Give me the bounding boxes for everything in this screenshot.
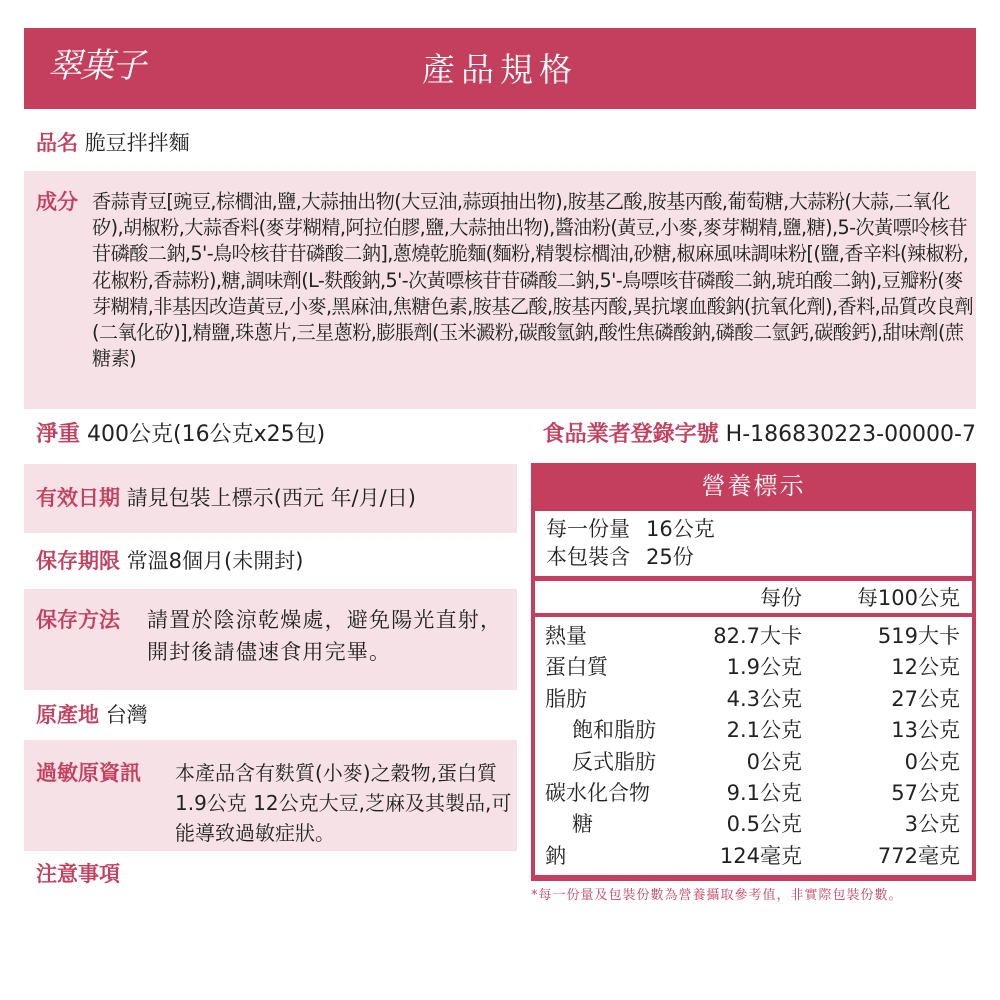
expiry-row — [36, 483, 416, 513]
nutrition-row — [535, 715, 972, 746]
nutrition-footnote: *每一份量及包裝份數為營養攝取參考值，非實際包裝份數。 — [531, 888, 903, 903]
registration-value: H-186830223-00000-7 — [725, 422, 976, 447]
product-name-label: 品名 — [36, 131, 78, 155]
shelf-life-row — [36, 546, 303, 576]
nutrient-name: 碳水化合物 — [545, 780, 650, 805]
per-100g-value: 57公克 — [891, 780, 960, 805]
product-name-value: 脆豆拌拌麵 — [84, 131, 190, 155]
servings-label: 本包裝含 — [546, 545, 630, 569]
nutrient-name: 鈉 — [545, 843, 566, 868]
allergen-label: 過敏原資訊 — [36, 761, 141, 785]
nutrient-name: 蛋白質 — [545, 655, 608, 680]
nutrition-row — [535, 841, 972, 872]
per-100g-value: 13公克 — [891, 718, 960, 743]
ingredients-text: 香蒜青豆[豌豆,棕櫚油,鹽,大蒜抽出物(大豆油,蒜頭抽出物),胺基乙酸,胺基丙酸,葡萄糖,大蒜粉(大蒜,二氧化矽),胡椒粉,大蒜香料(麥芽糊精,阿拉伯膠,鹽,大蒜抽出物),醬油粉(黃豆,小麥,麥芽糊精,鹽,糖),5-次黃嘌呤核苷苷磷酸二鈉,5'-鳥呤核苷苷磷酸二鈉],蔥燒乾脆麵(麵粉,精製棕櫚油,砂糖,椒麻風味調味粉[(鹽,香辛料(辣椒粉,花椒粉,香蒜粉),糖,調味劑(L-麩酸鈉,5'-次黃嘌核苷苷磷酸二鈉,5'-鳥嘌咳苷磷酸二鈉,琥珀酸二鈉),豆瓣粉(麥芽糊精,非基因改造黃豆,小麥,黑麻油,焦糖色素,胺基乙酸,胺基丙酸,異抗壞血酸鈉(抗氧化劑),香料,品質改良劑(二氧化矽)],精鹽,珠蔥片,三星蔥粉,膨脹劑(玉米澱粉,碳酸氫鈉,酸性焦磷酸鈉,磷酸二氫鈣,碳酸鈣),甜味劑(蔗糖素) — [92, 190, 974, 371]
servings-line — [546, 543, 972, 571]
notice-row — [36, 859, 120, 889]
per-serving-value: 1.9公克 — [726, 655, 802, 680]
nutrient-name: 糖 — [572, 812, 593, 837]
registration-label: 食品業者登錄字號 — [542, 422, 719, 447]
per-100g-value: 519大卡 — [877, 624, 960, 648]
ingredients-label: 成分 — [36, 190, 78, 214]
nutrient-name: 反式脂肪 — [572, 749, 656, 774]
servings-value: 25份 — [646, 545, 694, 569]
nutrition-row — [535, 747, 972, 778]
page-title: 產品規格 — [422, 50, 578, 89]
expiry-label: 有效日期 — [36, 486, 120, 510]
shelf-life-label: 保存期限 — [36, 549, 120, 573]
brand-logo: 翠菓子 — [48, 46, 144, 86]
storage-value: 請置於陰涼乾燥處，避免陽光直射，開封後請儘速食用完畢。 — [147, 608, 503, 664]
nutrition-table — [535, 617, 972, 875]
per-serving-value: 4.3公克 — [726, 686, 802, 711]
net-weight-label: 淨重 — [36, 422, 81, 447]
per-serving-value: 0公克 — [746, 749, 802, 774]
serving-info — [535, 511, 972, 576]
origin-label: 原產地 — [36, 703, 99, 727]
serving-size-label: 每一份量 — [546, 517, 630, 541]
net-weight-value: 400公克(16公克x25包) — [87, 422, 326, 447]
per-serving-value: 9.1公克 — [726, 780, 802, 805]
nutrition-title: 營養標示 — [701, 472, 806, 500]
product-name-row — [36, 128, 190, 158]
per-100g-value: 3公克 — [904, 812, 960, 837]
notice-label: 注意事項 — [36, 862, 120, 886]
per-serving-value: 0.5公克 — [726, 812, 802, 837]
per-100g-value: 0公克 — [904, 749, 960, 774]
registration-row — [543, 420, 976, 450]
nutrition-row — [535, 778, 972, 809]
allergen-value: 本產品含有麩質(小麥)之穀物,蛋白質 1.9公克 12公克大豆,芝麻及其製品,可能導致過敏症狀。 — [175, 761, 512, 845]
per-100g-value: 27公克 — [891, 686, 960, 711]
storage-label: 保存方法 — [36, 608, 120, 632]
nutrition-facts-panel — [531, 463, 976, 881]
per-serving-value: 124毫克 — [719, 843, 802, 868]
nutrition-column-header — [535, 581, 972, 613]
per-100g-value: 772毫克 — [877, 843, 960, 868]
nutrition-row — [535, 809, 972, 840]
net-weight-row — [36, 420, 325, 450]
shelf-life-value: 常溫8個月(未開封) — [126, 549, 304, 573]
nutrition-row — [535, 684, 972, 715]
nutrition-row — [535, 652, 972, 683]
nutrient-name: 脂肪 — [545, 686, 587, 711]
nutrition-row — [535, 621, 972, 652]
origin-row — [36, 700, 148, 730]
per-serving-value: 82.7大卡 — [713, 624, 802, 648]
col-per-serving: 每份 — [760, 586, 802, 610]
origin-value: 台灣 — [105, 703, 148, 727]
col-per-100g: 每100公克 — [856, 586, 960, 610]
per-serving-value: 2.1公克 — [726, 718, 802, 743]
serving-size-value: 16公克 — [646, 517, 715, 541]
nutrient-name: 熱量 — [545, 624, 587, 648]
nutrient-name: 飽和脂肪 — [572, 718, 656, 743]
serving-size-line — [546, 515, 972, 543]
expiry-value: 請見包裝上標示(西元 年/月/日) — [126, 486, 416, 510]
per-100g-value: 12公克 — [891, 655, 960, 680]
